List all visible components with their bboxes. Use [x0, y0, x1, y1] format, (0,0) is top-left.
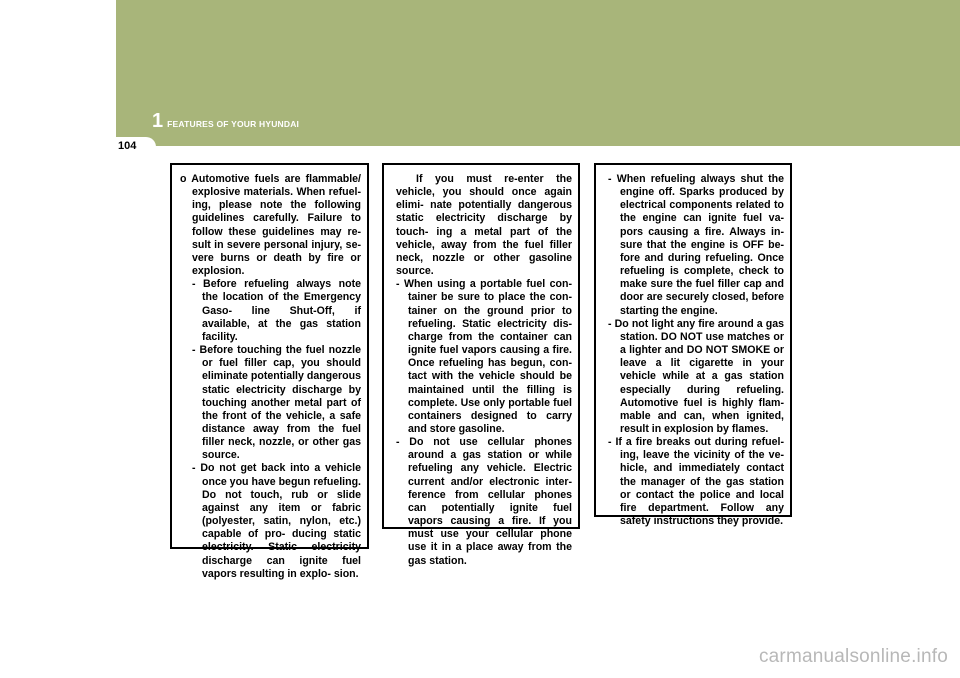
fuel-warning-intro: o Automotive fuels are flammable/ explosive materials. When refuel- ing, please note the following guidelines carefully. Failure to follow these guidelines may re- sult in severe personal injury, se- vere burns or death by fire or explosion.	[180, 173, 361, 278]
list-item: - Do not use cellular phones around a gas station or while refueling any vehicle. Electric current and/or electronic inter- ference from cellular phones can potentially ignite fuel vapors causing a fire. If you must use your cellular phone use it in a place away from the gas station.	[396, 436, 572, 567]
re-enter-paragraph: If you must re-enter the vehicle, you should once again elimi- nate potentially dangerous static electricity discharge by touch- ing a metal part of the vehicle, away from the fuel filler neck, nozzle or other gasoline source.	[396, 173, 572, 278]
list-item: - When using a portable fuel con- tainer be sure to place the con- tainer on the ground prior to refueling. Static electricity dis- charge from the container can ignite fuel vapors causing a fire. Once refueling has begun, con- tact with the vehicle should be maintained until the filling is complete. Use only portable fuel containers designed to carry and store gasoline.	[396, 278, 572, 435]
page-number: 104	[118, 140, 137, 152]
header-band-tab	[116, 137, 960, 146]
list-item: - Do not get back into a vehicle once you have begun refueling. Do not touch, rub or slide against any item or fabric (polyester, satin, nylon, etc.) capable of pro- ducing static electricity. Static electricity discharge can ignite fuel vapors resulting in explo- sion.	[192, 462, 361, 580]
warning-box-3	[594, 163, 792, 528]
warning-box-2	[382, 163, 580, 567]
list-item: - Before refueling always note the location of the Emergency Gaso- line Shut-Off, if available, at the gas station facility.	[192, 278, 361, 343]
chapter-heading	[152, 110, 299, 133]
chapter-number: 1	[152, 110, 164, 132]
list-item: - Before touching the fuel nozzle or fuel filler cap, you should eliminate potentially dangerous static electricity discharge by touching another metal part of the front of the vehicle, a safe distance away from the fuel filler neck, nozzle, or other gas source.	[192, 344, 361, 462]
list-item: - Do not light any fire around a gas station. DO NOT use matches or a lighter and DO NOT SMOKE or leave a lit cigarette in your vehicle while at a gas station especially during refueling. Automotive fuel is highly flam- mable and can, when ignited, result in explosion by flames.	[608, 317, 784, 435]
list-item: - When refueling always shut the engine off. Sparks produced by electrical components related to the engine can ignite fuel va- pors causing a fire. Always in- sure that the engine is OFF be- fore and during refueling. Once refueling is complete, check to make sure the fuel filler cap and door are securely closed, before starting the engine.	[608, 173, 784, 317]
list-item: - If a fire breaks out during refuel- ing, leave the vicinity of the ve- hicle, and immediately contact the manager of the gas station or contact the police and local fire department. Follow any safety instructions they provide.	[608, 436, 784, 528]
chapter-title: FEATURES OF YOUR HYUNDAI	[167, 119, 300, 129]
warning-box-1	[170, 163, 369, 580]
watermark-link[interactable]: carmanualsonline.info	[758, 646, 948, 667]
